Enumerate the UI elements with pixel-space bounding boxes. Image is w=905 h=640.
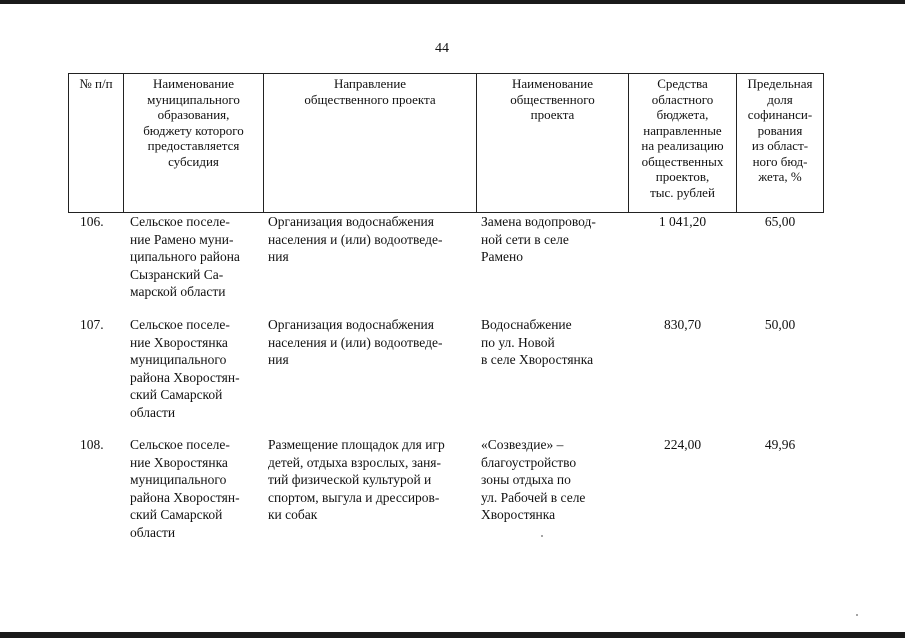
row-share: 65,00: [764, 214, 796, 229]
header-municipality: Наименование муниципального образования, бюджету которого предоставляется субсидия: [143, 76, 244, 169]
row-project: «Созвездие» – благоустройство зоны отдыха по ул. Рабочей в селе Хворостянка: [481, 437, 586, 522]
row-number: 107.: [80, 317, 104, 332]
row-municipality: Сельское поселе- ние Рамено муни- ципального района Сызранский Са- марской области: [130, 214, 240, 299]
row-direction: Организация водоснабжения населения и (или) водоотведе- ния: [268, 317, 443, 367]
header-funds: Средства областного бюджета, направленные на реализацию общественных проектов, тыс. рублей: [641, 76, 724, 200]
row-direction: Организация водоснабжения населения и (или) водоотведе- ния: [268, 214, 443, 264]
scan-speck: [856, 614, 858, 616]
row-number: 106.: [80, 214, 104, 229]
row-funds: 224,00: [663, 437, 702, 452]
row-project: Водоснабжение по ул. Новой в селе Хворостянка: [481, 317, 594, 367]
bottom-border: [0, 632, 905, 638]
row-share: 50,00: [764, 317, 796, 332]
row-number: 108.: [80, 437, 104, 452]
top-border: [0, 0, 905, 4]
page-number: 44: [435, 41, 449, 56]
row-share: 49,96: [764, 437, 796, 452]
row-municipality: Сельское поселе- ние Хворостянка муниципального района Хворостян- ский Самарской области: [130, 437, 240, 540]
row-funds: 1 041,20: [658, 214, 707, 229]
row-municipality: Сельское поселе- ние Хворостянка муниципального района Хворостян- ский Самарской области: [130, 317, 240, 420]
header-direction: Направление общественного проекта: [304, 76, 436, 107]
header-share: Предельная доля софинанси- рования из област- ного бюд- жета, %: [747, 76, 813, 184]
row-project: Замена водопровод- ной сети в селе Рамено: [481, 214, 596, 264]
row-direction: Размещение площадок для игр детей, отдыха взрослых, заня- тий физической культурой и спортом, выгула и дрессиров- ки собак: [268, 437, 445, 522]
row-funds: 830,70: [663, 317, 702, 332]
scan-speck: [541, 535, 543, 537]
header-project-name: Наименование общественного проекта: [510, 76, 595, 122]
header-number: № п/п: [79, 76, 113, 91]
